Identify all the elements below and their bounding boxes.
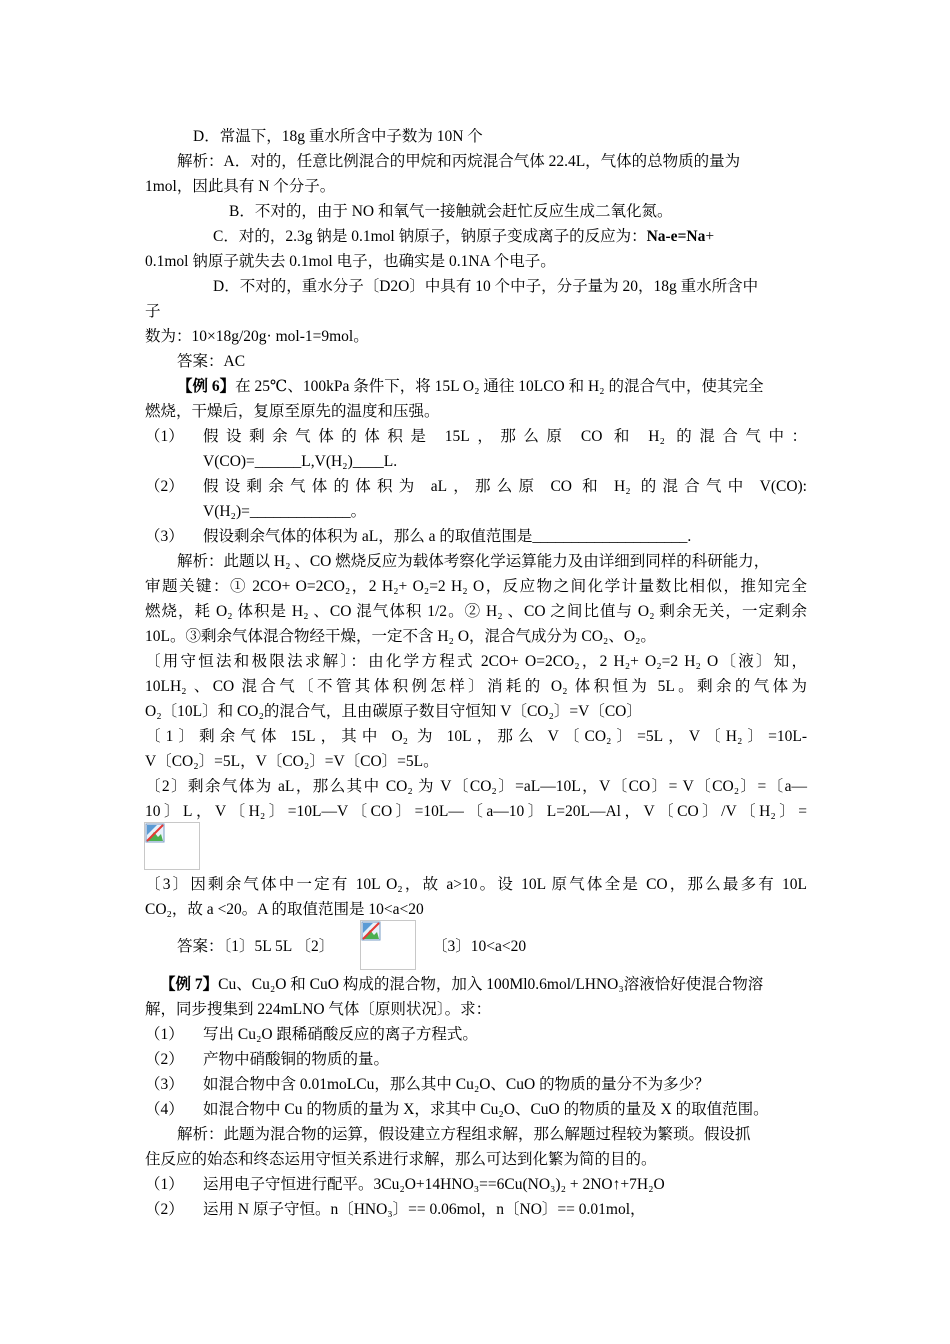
question-text: 如混合物中含 0.01moLCu，那么其中 Cu₂O、CuO 的物质的量分不为多少？	[203, 1076, 710, 1093]
question-number: （2）	[145, 478, 184, 495]
fill-blank: V(H₂)=_____________。	[203, 503, 367, 520]
text-line: 10〕L，V〔H₂〕=10L—V〔CO〕=10L—〔a—10〕L=20L—Al，V〔CO〕/V〔H₂〕=	[145, 803, 807, 820]
text-line: 〔2〕剩余气体为 aL，那么其中 CO₂ 为 V〔CO₂〕=aL—10L，V〔CO〕= V〔CO₂〕=〔a—	[145, 778, 807, 795]
text-line: 解析：此题以 H₂ 、CO 燃烧反应为载体考察化学运算能力及由详细到同样的科研能力，	[177, 553, 770, 570]
question-text: 产物中硝酸铜的物质的量。	[203, 1051, 390, 1068]
example-6-heading: 【例 6】在 25℃、100kPa 条件下，将 15L O₂ 通往 10LCO 和 H₂ 的混合气中，使其完全	[177, 378, 764, 395]
broken-image-icon	[360, 920, 416, 970]
text-line: 答案：AC	[177, 353, 246, 370]
text-line: 子	[145, 303, 161, 320]
question-number: （3）	[145, 1076, 184, 1093]
question-text: 假设剩余气体的体积为 aL，那么原 CO 和 H₂ 的混合气中 V(CO):	[203, 478, 807, 495]
question-number: （1）	[145, 1176, 184, 1193]
text-line: 〔用守恒法和极限法求解〕：由化学方程式 2CO+ O=2CO₂，2 H₂+ O₂=2 H₂ O〔液〕知，	[145, 653, 807, 670]
text-line: CO₂，故 a <20。A 的取值范围是 10<a<20	[145, 901, 424, 918]
text-line: 解析：A．对的，任意比例混合的甲烷和丙烷混合气体 22.4L，气体的总物质的量为	[177, 153, 741, 170]
text-line: D．不对的，重水分子〔D2O〕中具有 10 个中子，分子量为 20，18g 重水所含中	[213, 278, 759, 295]
text-line: C．对的，2.3g 钠是 0.1mol 钠原子，钠原子变成离子的反应为：Na-e=Na+	[213, 228, 715, 245]
question-number: （1）	[145, 428, 184, 445]
text-line: 〔3〕因剩余气体中一定有 10L O₂，故 a>10。设 10L 原气体全是 CO，那么最多有 10L	[145, 876, 807, 893]
image-placeholder-icon	[361, 921, 383, 943]
text-line: 解，同步搜集到 224mLNO 气体〔原则状况〕。求：	[145, 1001, 492, 1018]
question-text: 写出 Cu₂O 跟稀硝酸反应的离子方程式。	[203, 1026, 478, 1043]
question-text: 如混合物中 Cu 的物质的量为 X，求其中 Cu₂O、CuO 的物质的量及 X 的取值范围。	[203, 1101, 769, 1118]
image-placeholder-icon	[145, 823, 167, 845]
text-line: 住反应的始态和终态运用守恒关系进行求解，那么可达到化繁为简的目的。	[145, 1151, 657, 1168]
text-line: 解析：此题为混合物的运算，假设建立方程组求解，那么解题过程较为繁琐。假设抓	[177, 1126, 751, 1143]
text-line: 10L。③剩余气体混合物经干燥，一定不含 H₂ O，混合气成分为 CO₂、O₂。	[145, 628, 656, 645]
text-line: 〔1〕剩余气体 15L，其中 O₂ 为 10L，那么 V〔CO₂〕=5L，V〔H₂〕=10L-	[145, 728, 807, 745]
answer-line: 〔3〕10<a<20	[432, 938, 527, 955]
text-line: 1mol，因此具有 N 个分子。	[145, 178, 336, 195]
text-line: 10LH₂ 、CO 混合气〔不管其体积例怎样〕消耗的 O₂ 体积恒为 5L。剩余的气体为	[145, 678, 807, 695]
question-number: （2）	[145, 1051, 184, 1068]
text-line: D．常温下，18g 重水所含中子数为 10N 个	[193, 128, 483, 145]
text-line: 燃烧，干燥后，复原至原先的温度和压强。	[145, 403, 440, 420]
text-line: 审题关键：① 2CO+ O=2CO₂，2 H₂+ O₂=2 H₂ O，反应物之间化学计量数比相似，推知完全	[145, 578, 807, 595]
question-text: 假设剩余气体的体积为 aL，那么 a 的取值范围是____________________.	[203, 528, 692, 545]
answer-text: 运用电子守恒进行配平。3Cu₂O+14HNO₃==6Cu(NO₃)₂ + 2NO↑+7H₂O	[203, 1176, 665, 1193]
broken-image-icon	[144, 822, 200, 870]
question-text: 假设剩余气体的体积是 15L，那么原 CO 和 H₂ 的混合气中：	[203, 428, 807, 445]
example-7-heading: 【例 7】Cu、Cu₂O 和 CuO 构成的混合物，加入 100Ml0.6mol/LHNO₃溶液恰好使混合物溶	[160, 976, 764, 993]
text-line: V〔CO₂〕=5L，V〔CO₂〕=V〔CO〕=5L。	[145, 753, 439, 770]
question-number: （4）	[145, 1101, 184, 1118]
text-line: 0.1mol 钠原子就失去 0.1mol 电子，也确实是 0.1NA 个电子。	[145, 253, 556, 270]
answer-line: 答案：〔1〕5L 5L 〔2〕	[177, 938, 335, 955]
fill-blank: V(CO)=______L,V(H₂)____L.	[203, 453, 398, 470]
question-number: （3）	[145, 528, 184, 545]
text-line: O₂〔10L〕和 CO₂的混合气，且由碳原子数目守恒知 V〔CO₂〕=V〔CO〕	[145, 703, 642, 720]
answer-text: 运用 N 原子守恒。n〔HNO₃〕== 0.06mol，n〔NO〕== 0.01mol，	[203, 1201, 646, 1218]
question-number: （1）	[145, 1026, 184, 1043]
text-line: 数为：10×18g/20g· mol-1=9mol。	[145, 328, 369, 345]
question-number: （2）	[145, 1201, 184, 1218]
text-line: B．不对的，由于 NO 和氧气一接触就会赶忙反应生成二氧化氮。	[229, 203, 673, 220]
text-line: 燃烧，耗 O₂ 体积是 H₂ 、CO 混气体积 1/2。② H₂ 、CO 之间比值与 O₂ 剩余无关，一定剩余	[145, 603, 807, 620]
